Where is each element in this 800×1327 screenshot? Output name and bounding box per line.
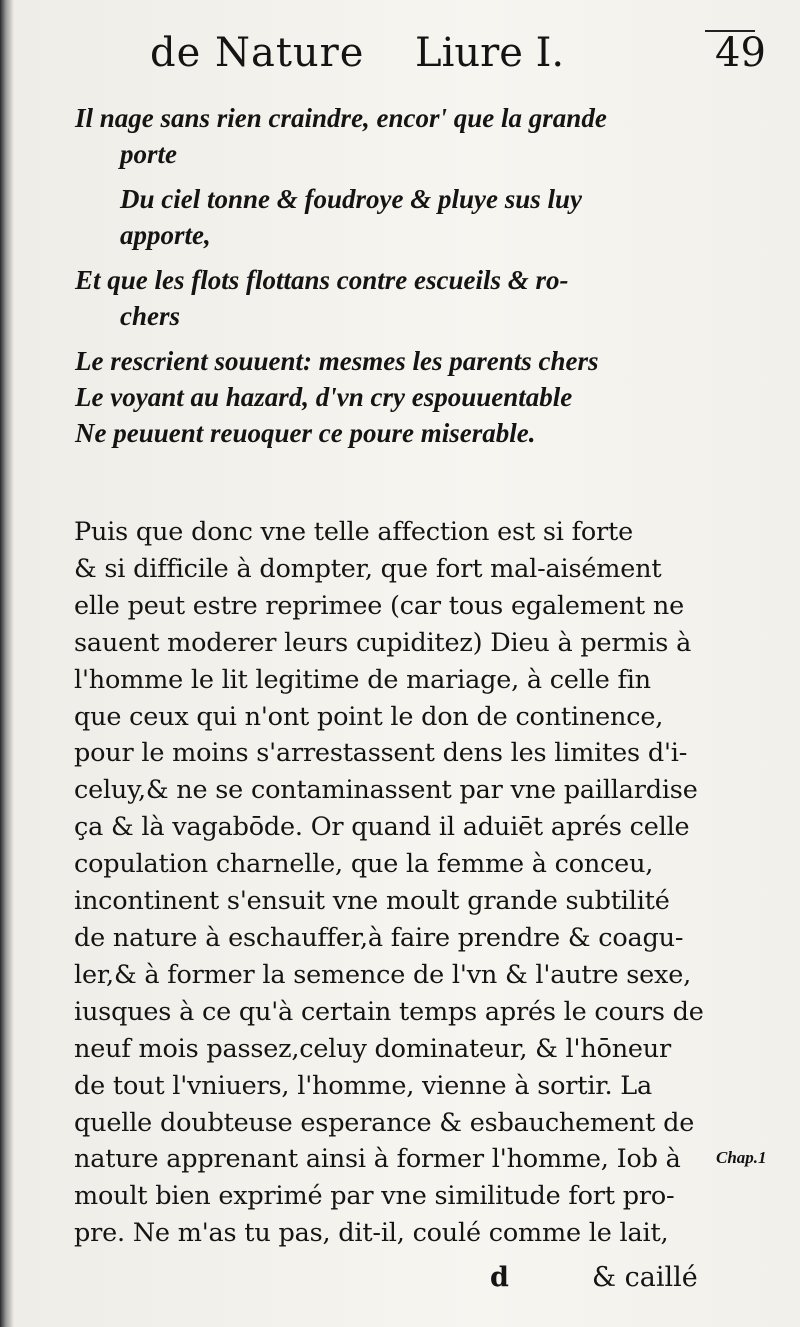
- verse-line: Le voyant au hazard, d'vn cry espouuentable: [75, 382, 573, 412]
- prose-line: quelle doubteuse esperance & esbauchement de: [74, 1107, 695, 1138]
- prose-line: celuy,& ne se contaminassent par vne paillardise: [74, 775, 698, 806]
- verse-line: porte: [120, 139, 177, 169]
- catchword: & caillé: [592, 1262, 698, 1293]
- verse-line: Et que les flots flottans contre escueils & ro-: [75, 265, 569, 295]
- running-header: [150, 30, 770, 90]
- prose-line: nature apprenant ainsi à former l'homme, Iob à: [74, 1144, 681, 1175]
- prose-line: l'homme le lit legitime de mariage, à celle fin: [74, 664, 651, 695]
- prose-line: copulation charnelle, que la femme à conceu,: [74, 849, 654, 880]
- running-title: de Nature: [150, 30, 365, 76]
- prose-line: incontinent s'ensuit vne moult grande subtilité: [74, 886, 670, 917]
- verse-line: apporte,: [120, 220, 211, 250]
- page-number: 49: [715, 30, 766, 76]
- prose-line: elle peut estre reprimee (car tous egalement ne: [74, 590, 684, 621]
- margin-note: Chap.1: [716, 1148, 767, 1167]
- verse-line: Du ciel tonne & foudroye & pluye sus luy: [120, 184, 583, 214]
- book-indicator: Liure I.: [415, 30, 565, 76]
- prose-line: que ceux qui n'ont point le don de continence,: [74, 701, 664, 732]
- prose-line: iusques à ce qu'à certain temps aprés le cours de: [74, 996, 704, 1027]
- verse-line: Le rescrient souuent: mesmes les parents chers: [75, 346, 599, 376]
- prose-line: ça & là vagabōde. Or quand il aduiēt aprés celle: [74, 812, 690, 843]
- prose-line: de tout l'vniuers, l'homme, vienne à sortir. La: [74, 1070, 653, 1101]
- prose-line: pre. Ne m'as tu pas, dit-il, coulé comme le lait,: [74, 1218, 669, 1249]
- verse-line: Ne peuuent reuoquer ce poure miserable.: [75, 418, 536, 448]
- prose-paragraph: [74, 514, 714, 1252]
- verse-line: Il nage sans rien craindre, encor' que la grande: [75, 103, 607, 133]
- prose-line: moult bien exprimé par vne similitude fort pro-: [74, 1181, 675, 1212]
- prose-line: & si difficile à dompter, que fort mal-aisément: [74, 553, 662, 584]
- prose-line: de nature à eschauffer,à faire prendre & coagu-: [74, 922, 684, 953]
- prose-line: Puis que donc vne telle affection est si forte: [74, 517, 633, 547]
- signature-mark: d: [490, 1262, 509, 1293]
- verse-block: [75, 100, 735, 451]
- prose-line: pour le moins s'arrestassent dens les limites d'i-: [74, 738, 688, 769]
- verse-line: chers: [120, 301, 180, 331]
- prose-line: sauent moderer leurs cupiditez) Dieu à permis à: [74, 627, 692, 658]
- prose-line: ler,& à former la semence de l'vn & l'autre sexe,: [74, 959, 692, 990]
- prose-line: neuf mois passez,celuy dominateur, & l'hōneur: [74, 1033, 672, 1064]
